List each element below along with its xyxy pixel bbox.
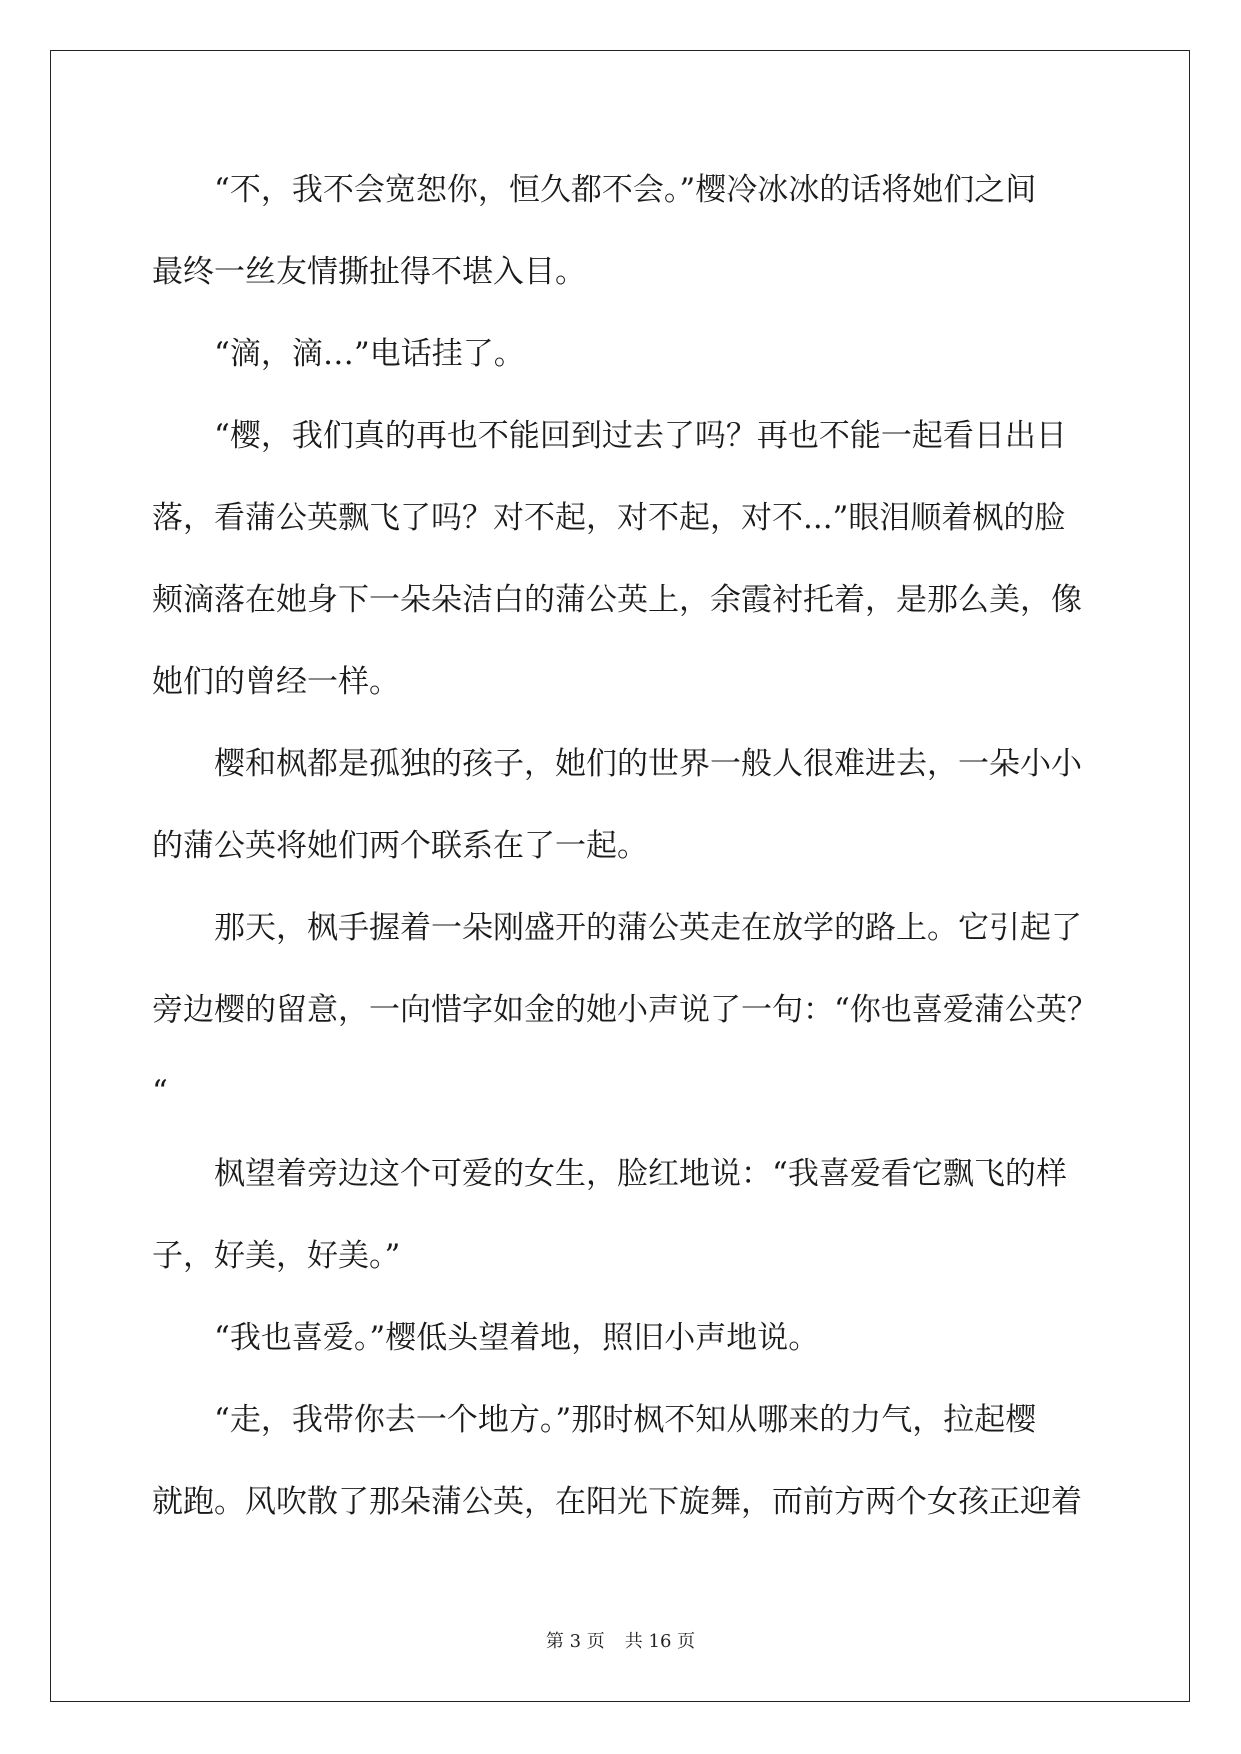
text-line: 她们的曾经一样。 [152,664,400,700]
document-body [152,162,1098,1556]
text-line: “不，我不会宽恕你，恒久都不会。”樱冷冰冰的话将她们之间 [214,172,1037,208]
text-line: 就跑。风吹散了那朵蒲公英，在阳光下旋舞，而前方两个女孩正迎着 [152,1484,1082,1520]
text-line: 枫望着旁边这个可爱的女生，脸红地说：“我喜爱看它飘飞的样 [214,1156,1067,1192]
page-total: 共 16 页 [624,1631,696,1652]
text-line: 樱和枫都是孤独的孩子，她们的世界一般人很难进去，一朵小小 [214,746,1082,782]
text-line: 那天，枫手握着一朵刚盛开的蒲公英走在放学的路上。它引起了 [214,910,1082,946]
text-line: “ [152,1074,168,1110]
text-line: 的蒲公英将她们两个联系在了一起。 [152,828,648,864]
text-line: “我也喜爱。”樱低头望着地，照旧小声地说。 [214,1320,820,1356]
text-line: “走，我带你去一个地方。”那时枫不知从哪来的力气，拉起樱 [214,1402,1037,1438]
page-footer [0,1630,1241,1654]
text-line: “樱，我们真的再也不能回到过去了吗？再也不能一起看日出日 [214,418,1067,454]
text-line: 子，好美，好美。” [152,1238,401,1274]
text-line: 最终一丝友情撕扯得不堪入目。 [152,254,586,290]
text-line: 落，看蒲公英飘飞了吗？对不起，对不起，对不...”眼泪顺着枫的脸 [152,500,1066,536]
text-line: 旁边樱的留意，一向惜字如金的她小声说了一句：“你也喜爱蒲公英？ [152,992,1098,1028]
text-line: “滴，滴…”电话挂了。 [214,336,525,372]
text-line: 颊滴落在她身下一朵朵洁白的蒲公英上，余霞衬托着，是那么美，像 [152,582,1082,618]
page-number: 第 3 页 [545,1631,605,1652]
